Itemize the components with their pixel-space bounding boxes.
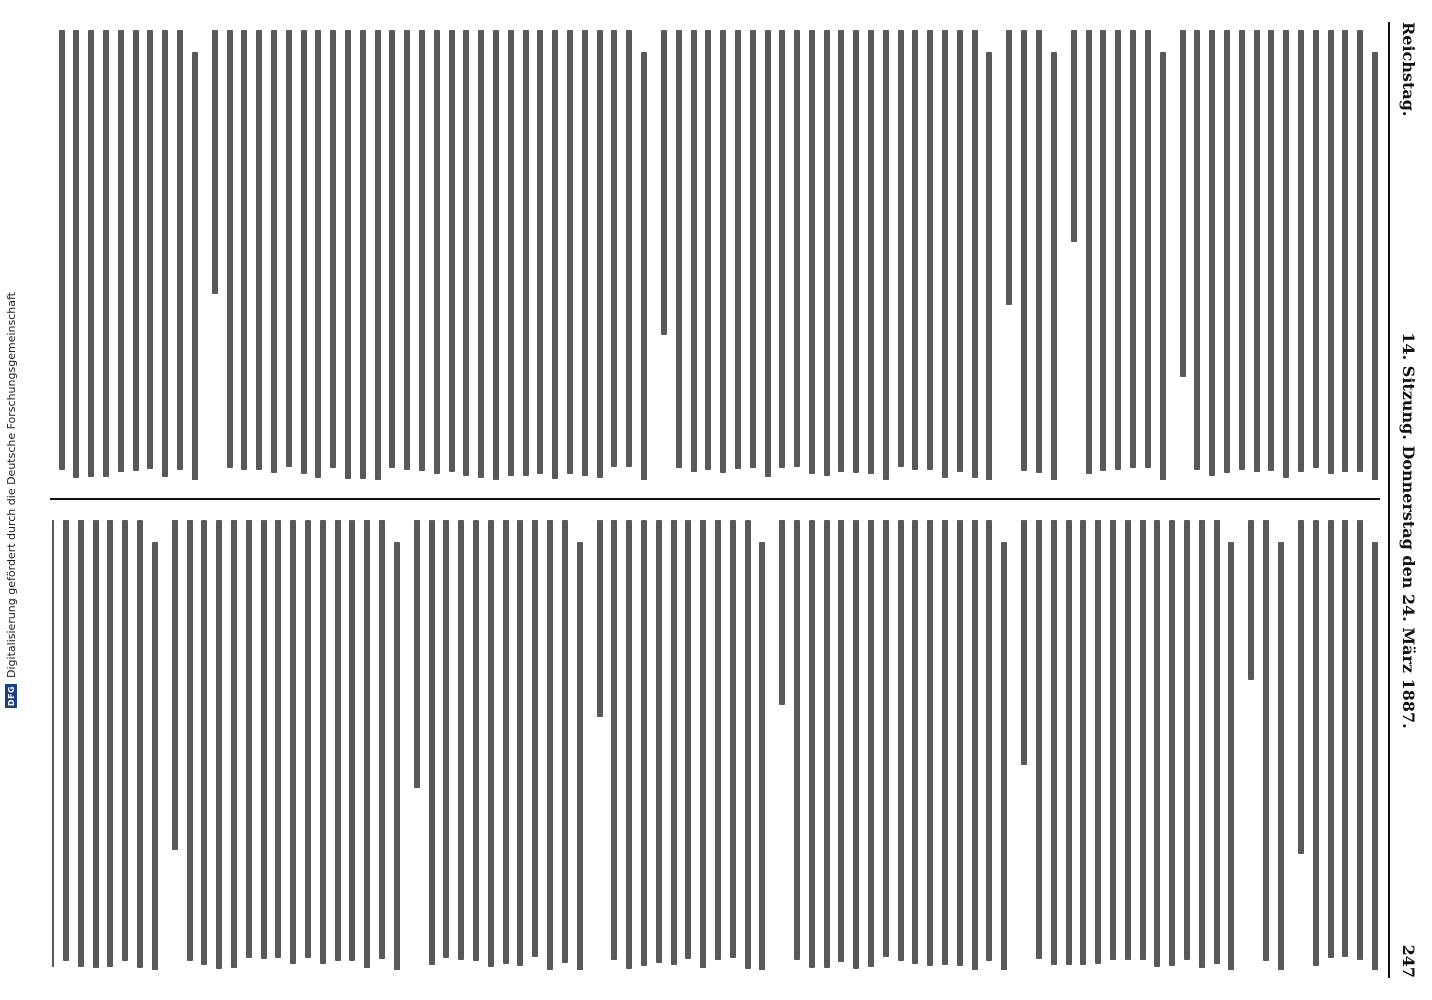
text-line bbox=[488, 520, 494, 967]
text-line bbox=[414, 520, 420, 788]
text-line bbox=[1154, 520, 1160, 967]
text-line bbox=[1095, 520, 1101, 964]
text-line bbox=[547, 520, 553, 970]
text-line bbox=[537, 30, 543, 474]
text-line bbox=[1184, 520, 1190, 960]
text-line bbox=[972, 520, 978, 970]
text-line bbox=[463, 30, 469, 476]
text-line bbox=[364, 520, 370, 968]
text-line bbox=[641, 520, 647, 966]
text-line bbox=[73, 30, 79, 478]
text-line bbox=[1021, 520, 1027, 765]
text-line bbox=[1248, 520, 1254, 680]
text-line bbox=[261, 520, 267, 959]
text-line bbox=[63, 520, 69, 961]
text-line bbox=[700, 520, 706, 968]
text-line bbox=[1224, 30, 1230, 473]
text-line bbox=[508, 30, 514, 476]
text-line bbox=[1140, 520, 1146, 960]
text-line bbox=[824, 520, 830, 968]
text-line bbox=[779, 30, 785, 468]
digitization-credit bbox=[4, 10, 18, 990]
text-line bbox=[577, 542, 583, 970]
text-line bbox=[1342, 520, 1348, 957]
scanned-page bbox=[40, 10, 1430, 990]
text-line bbox=[972, 30, 978, 478]
text-line bbox=[745, 520, 751, 969]
text-line bbox=[611, 520, 617, 960]
text-line bbox=[957, 520, 963, 966]
text-line bbox=[1160, 52, 1166, 480]
text-line bbox=[1006, 30, 1012, 305]
text-line bbox=[517, 520, 523, 966]
text-line bbox=[552, 30, 558, 479]
page-header bbox=[1394, 22, 1424, 978]
text-line bbox=[1357, 30, 1363, 472]
text-line bbox=[626, 30, 632, 467]
text-line bbox=[241, 30, 247, 470]
text-line bbox=[927, 520, 933, 966]
text-line bbox=[443, 520, 449, 958]
text-line bbox=[192, 52, 198, 480]
text-line bbox=[449, 30, 455, 472]
text-line bbox=[394, 542, 400, 970]
text-line bbox=[305, 520, 311, 958]
text-line bbox=[676, 30, 682, 468]
text-line bbox=[227, 30, 233, 468]
text-line bbox=[942, 30, 948, 478]
header-rule bbox=[1388, 22, 1390, 978]
header-session-date: 14. Sitzung. Donnerstag den 24. März 1887. bbox=[1399, 332, 1419, 729]
text-line bbox=[705, 30, 711, 470]
digitization-credit-strip bbox=[0, 0, 22, 1000]
text-line bbox=[562, 520, 568, 963]
text-line bbox=[78, 520, 84, 967]
text-line bbox=[942, 520, 948, 965]
text-line bbox=[286, 30, 292, 467]
text-line bbox=[147, 30, 153, 469]
text-line bbox=[335, 520, 341, 961]
text-line bbox=[759, 542, 765, 970]
text-line bbox=[1021, 30, 1027, 471]
text-line bbox=[986, 520, 992, 961]
text-line bbox=[375, 30, 381, 480]
text-line bbox=[567, 30, 573, 474]
text-line bbox=[301, 30, 307, 474]
text-line bbox=[162, 30, 168, 477]
text-line bbox=[404, 30, 410, 470]
text-line bbox=[794, 30, 800, 467]
text-line bbox=[1169, 520, 1175, 966]
text-line bbox=[434, 30, 440, 474]
text-line bbox=[122, 520, 128, 961]
text-line bbox=[809, 30, 815, 474]
text-line bbox=[656, 520, 662, 963]
text-line bbox=[345, 30, 351, 479]
text-line bbox=[389, 30, 395, 468]
column-divider bbox=[50, 498, 1380, 500]
text-line bbox=[315, 30, 321, 478]
text-line bbox=[1239, 30, 1245, 470]
text-line bbox=[429, 520, 435, 965]
text-line bbox=[1036, 520, 1042, 959]
text-line bbox=[1110, 520, 1116, 960]
text-line bbox=[532, 520, 538, 957]
text-line bbox=[839, 520, 845, 962]
text-line bbox=[715, 520, 721, 960]
text-line bbox=[330, 30, 336, 468]
text-line bbox=[187, 520, 193, 961]
text-line bbox=[103, 30, 109, 477]
text-line bbox=[626, 520, 632, 969]
text-line bbox=[1130, 30, 1136, 468]
text-line bbox=[212, 30, 218, 294]
text-line bbox=[1228, 542, 1234, 970]
text-line bbox=[118, 30, 124, 472]
text-line bbox=[503, 520, 509, 964]
text-line bbox=[177, 30, 183, 470]
text-line bbox=[794, 520, 800, 960]
text-column-right bbox=[52, 520, 1378, 970]
text-line bbox=[735, 30, 741, 469]
text-line bbox=[1283, 30, 1289, 478]
text-line bbox=[1263, 520, 1269, 961]
text-line bbox=[641, 52, 647, 480]
text-line bbox=[1051, 520, 1057, 965]
text-line bbox=[290, 520, 296, 964]
text-line bbox=[360, 30, 366, 479]
text-line bbox=[868, 30, 874, 474]
text-line bbox=[231, 520, 237, 968]
text-line bbox=[1313, 520, 1319, 966]
text-line bbox=[720, 30, 726, 473]
text-line bbox=[671, 520, 677, 965]
text-line bbox=[201, 520, 207, 965]
text-line bbox=[88, 30, 94, 477]
text-line bbox=[1278, 542, 1284, 970]
text-line bbox=[1214, 520, 1220, 964]
text-line bbox=[1268, 30, 1274, 471]
text-line bbox=[750, 30, 756, 468]
text-line bbox=[271, 30, 277, 473]
text-line bbox=[1001, 542, 1007, 970]
dfg-logo: DFG bbox=[6, 685, 16, 707]
text-line bbox=[809, 520, 815, 968]
text-line bbox=[275, 520, 281, 958]
text-line bbox=[1342, 30, 1348, 472]
text-line bbox=[1372, 52, 1378, 480]
text-line bbox=[898, 30, 904, 467]
text-line bbox=[1051, 52, 1057, 480]
text-line bbox=[1372, 542, 1378, 970]
text-line bbox=[1086, 30, 1092, 474]
text-line bbox=[107, 520, 113, 967]
rotated-page-content bbox=[40, 10, 1430, 990]
text-line bbox=[1254, 30, 1260, 472]
text-line bbox=[883, 520, 889, 957]
text-line bbox=[765, 30, 771, 477]
text-line bbox=[986, 52, 992, 480]
text-line bbox=[93, 520, 99, 968]
text-line bbox=[216, 520, 222, 969]
text-line bbox=[1145, 30, 1151, 468]
text-line bbox=[1115, 30, 1121, 470]
text-line bbox=[473, 520, 479, 961]
text-line bbox=[730, 520, 736, 958]
text-line bbox=[1357, 520, 1363, 960]
text-line bbox=[685, 520, 691, 959]
text-line bbox=[883, 30, 889, 480]
text-line bbox=[133, 30, 139, 471]
text-line bbox=[597, 520, 603, 717]
page-number: 247 bbox=[1399, 944, 1419, 978]
digitization-credit-text: Digitalisierung gefördert durch die Deutsche Forschungsgemeinschaft bbox=[4, 292, 18, 678]
text-line bbox=[1071, 30, 1077, 242]
text-line bbox=[597, 30, 603, 478]
text-line bbox=[59, 30, 65, 470]
text-line bbox=[52, 520, 54, 967]
text-line bbox=[912, 30, 918, 470]
text-line bbox=[853, 520, 859, 969]
text-line bbox=[1298, 520, 1304, 854]
text-line bbox=[246, 520, 252, 958]
text-line bbox=[172, 520, 178, 850]
text-line bbox=[478, 30, 484, 478]
text-column-left bbox=[52, 30, 1378, 480]
text-line bbox=[458, 520, 464, 960]
text-line bbox=[779, 520, 785, 705]
text-line bbox=[1036, 30, 1042, 473]
text-line bbox=[912, 520, 918, 964]
text-line bbox=[320, 520, 326, 964]
text-line bbox=[824, 30, 830, 476]
text-line bbox=[1298, 30, 1304, 472]
text-line bbox=[839, 30, 845, 472]
text-line bbox=[1328, 30, 1334, 474]
text-line bbox=[927, 30, 933, 470]
text-line bbox=[419, 30, 425, 471]
text-line bbox=[1328, 520, 1334, 958]
text-line bbox=[853, 30, 859, 473]
text-line bbox=[1180, 30, 1186, 377]
text-line bbox=[379, 520, 385, 959]
header-publication: Reichstag. bbox=[1399, 22, 1419, 117]
text-line bbox=[691, 30, 697, 472]
text-line bbox=[1209, 30, 1215, 476]
text-line bbox=[1194, 30, 1200, 470]
text-line bbox=[661, 30, 667, 335]
text-line bbox=[1313, 30, 1319, 468]
text-line bbox=[349, 520, 355, 961]
text-line bbox=[1100, 30, 1106, 471]
text-line bbox=[611, 30, 617, 467]
text-line bbox=[523, 30, 529, 476]
text-line bbox=[957, 30, 963, 472]
text-line bbox=[256, 30, 262, 470]
text-line bbox=[1125, 520, 1131, 960]
text-line bbox=[1080, 520, 1086, 965]
text-line bbox=[493, 30, 499, 480]
text-line bbox=[1066, 520, 1072, 965]
text-line bbox=[137, 520, 143, 968]
text-line bbox=[152, 542, 158, 970]
text-line bbox=[898, 520, 904, 961]
text-line bbox=[1199, 520, 1205, 968]
text-line bbox=[868, 520, 874, 967]
text-line bbox=[582, 30, 588, 476]
